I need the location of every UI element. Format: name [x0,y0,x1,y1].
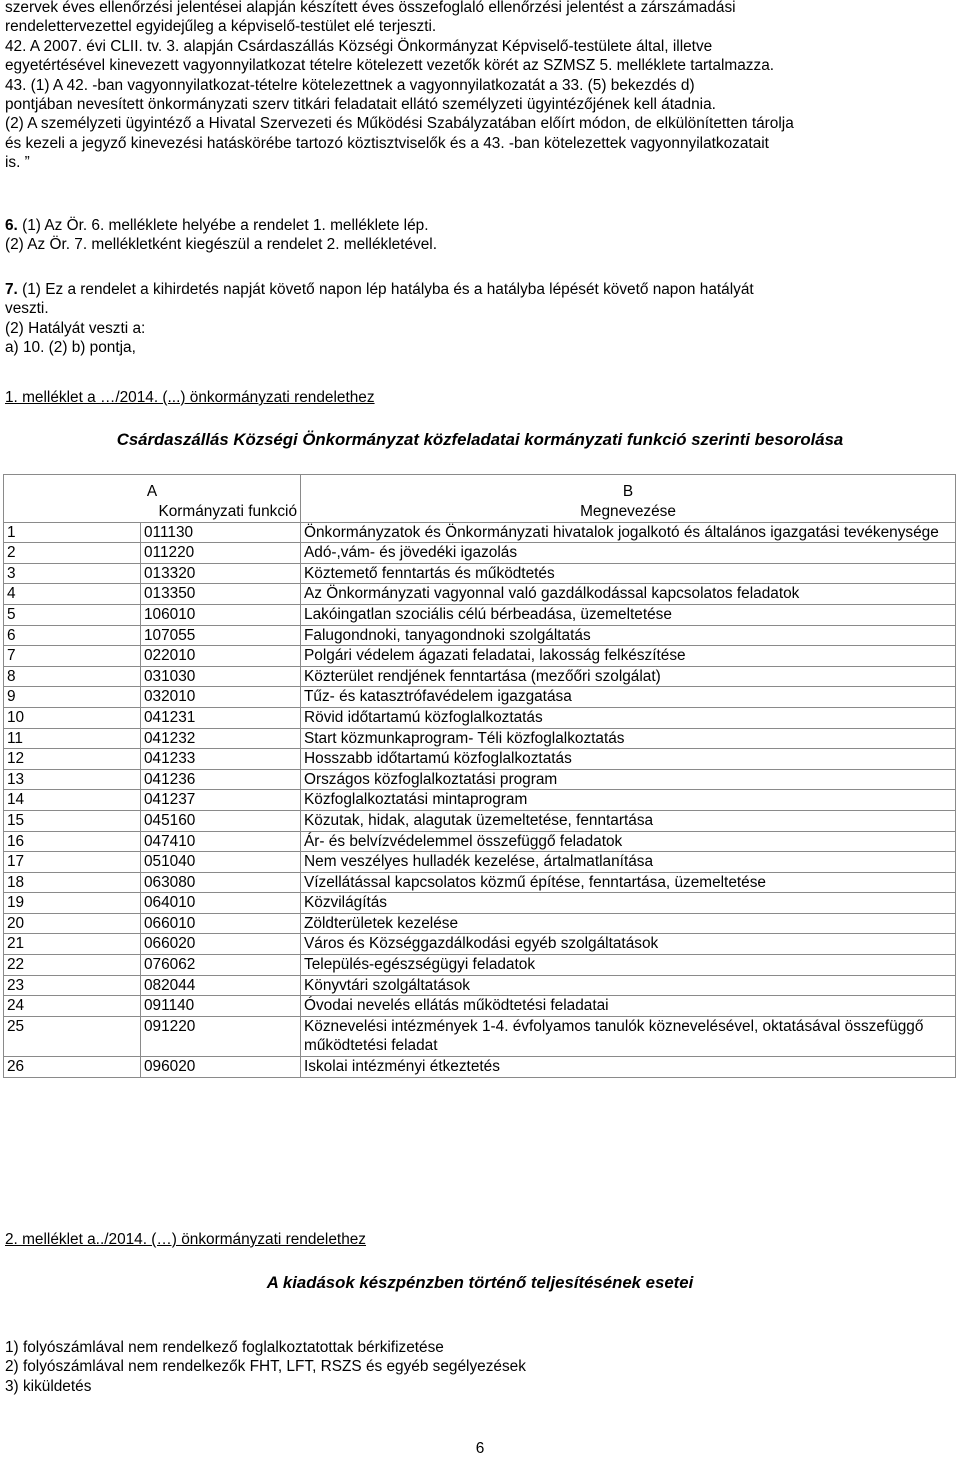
table-row [4,913,956,934]
row-number: 24 [4,996,141,1017]
table-row [4,707,956,728]
table-row [4,975,956,996]
annex-1-title: Csárdaszállás Községi Önkormányzat közfeladatai kormányzati funkció szerinti besorolása [116,430,844,449]
row-number: 12 [4,749,141,770]
row-number: 19 [4,893,141,914]
function-code: 011130 [141,522,301,543]
table-row [4,646,956,667]
column-a-label: Kormányzati funkció [4,502,301,522]
intro-line-4: egyetértésével kinevezett vagyonnyilatkozat tételre kötelezett vezetők körét az SZMSZ 5. melléklete tartalmazza. [5,57,775,75]
row-number: 15 [4,810,141,831]
annex-2-title: A kiadások készpénzben történő teljesítésének esetei [266,1273,694,1292]
row-number: 6 [4,625,141,646]
function-description: Közterület rendjének fenntartása (mezőőri szolgálat) [301,666,956,687]
row-number: 14 [4,790,141,811]
function-description: Közutak, hidak, alagutak üzemeltetése, fenntartása [301,810,956,831]
function-code: 076062 [141,955,301,976]
annex-1-heading-text: 1. melléklet a …/2014. (...) önkormányzati rendelethez [5,389,375,406]
function-description: Az Önkormányzati vagyonnal való gazdálkodással kapcsolatos feladatok [301,584,956,605]
function-code: 066020 [141,934,301,955]
function-code: 041232 [141,728,301,749]
function-code: 041233 [141,749,301,770]
function-description: Köznevelési intézmények 1-4. évfolyamos tanulók köznevelésével, oktatásával összefüggő működtetési feladat [301,1016,956,1056]
row-number: 2 [4,543,141,564]
intro-line-8: és kezeli a jegyző kinevezési hatáskörébe tartozó köztisztviselők és a 43. -ban kötelezettek vagyonnyilatkozatait [5,134,769,152]
intro-paragraph [5,0,955,173]
function-code: 031030 [141,666,301,687]
function-code: 096020 [141,1057,301,1078]
row-number: 10 [4,707,141,728]
row-number: 26 [4,1057,141,1078]
intro-line-7: (2) A személyzeti ügyintéző a Hivatal Szervezeti és Működési Szabályzatában előírt módon, de elkülönítetten tárolja [5,115,794,133]
table-row [4,543,956,564]
function-description: Polgári védelem ágazati feladatai, lakosság felkészítése [301,646,956,667]
function-code: 063080 [141,872,301,893]
section-7 [5,280,955,358]
function-code: 091220 [141,1016,301,1056]
section-6-line-1-text: (1) Az Ör. 6. melléklete helyébe a rendelet 1. melléklete lép. [17,217,429,234]
annex-2-item-3: 3) kiküldetés [5,1377,92,1395]
table-row [4,810,956,831]
section-7-number: 7. [5,281,18,298]
column-b-label: Megnevezése [301,502,956,522]
table-row [4,790,956,811]
table-header-row-2 [4,502,956,522]
function-code: 032010 [141,687,301,708]
function-description: Start közmunkaprogram- Téli közfoglalkoztatás [301,728,956,749]
function-description: Adó-,vám- és jövedéki igazolás [301,543,956,564]
section-6-line-2: (2) Az Ör. 7. mellékletként kiegészül a rendelet 2. mellékletével. [5,236,437,254]
column-a-letter: A [4,475,301,503]
table-row [4,749,956,770]
row-number: 13 [4,769,141,790]
row-number: 16 [4,831,141,852]
section-6-number: 6. [5,217,18,234]
table-row [4,769,956,790]
function-code: 045160 [141,810,301,831]
table-row [4,728,956,749]
function-code: 106010 [141,604,301,625]
function-description: Város és Községgazdálkodási egyéb szolgáltatások [301,934,956,955]
section-7-line-3: (2) Hatályát veszti a: [5,319,146,337]
function-description: Országos közfoglalkoztatási program [301,769,956,790]
function-description: Köztemető fenntartás és működtetés [301,563,956,584]
function-description: Nem veszélyes hulladék kezelése, ártalmatlanítása [301,852,956,873]
function-description: Óvodai nevelés ellátás működtetési feladatai [301,996,956,1017]
function-description: Önkormányzatok és Önkormányzati hivatalok jogalkotó és általános igazgatási tevékenysége [301,522,956,543]
column-b-letter: B [301,475,956,503]
row-number: 17 [4,852,141,873]
table-row [4,955,956,976]
table-row [4,666,956,687]
intro-line-2: rendelettervezettel egyidejűleg a képviselő-testület elé terjeszti. [5,18,437,36]
table-row [4,584,956,605]
row-number: 8 [4,666,141,687]
annex-2-item-1: 1) folyószámlával nem rendelkező foglalkoztatottak bérkifizetése [5,1339,444,1356]
intro-line-3: 42. A 2007. évi CLII. tv. 3. alapján Csárdaszállás Községi Önkormányzat Képviselő-testülete által, illetve [5,37,713,55]
function-description: Tűz- és katasztrófavédelem igazgatása [301,687,956,708]
function-description: Iskolai intézményi étkeztetés [301,1057,956,1078]
function-description: Könyvtári szolgáltatások [301,975,956,996]
intro-line-9: is. ” [5,154,30,172]
intro-line-5: 43. (1) A 42. -ban vagyonnyilatkozat-tételre kötelezettnek a vagyonnyilatkozatát a 33. (5) bekezdés d) [5,76,695,94]
functions-table [3,474,956,1078]
section-7-line-1-text: (1) Ez a rendelet a kihirdetés napját követő napon lép hatályba és a hatályba lépését követő napon hatályát [17,281,754,298]
function-code: 066010 [141,913,301,934]
function-description: Hosszabb időtartamú közfoglalkoztatás [301,749,956,770]
function-description: Vízellátással kapcsolatos közmű építése, fenntartása, üzemeltetése [301,872,956,893]
annex-2-heading [5,1230,955,1249]
table-row [4,1016,956,1056]
row-number: 9 [4,687,141,708]
function-code: 082044 [141,975,301,996]
annex-2-list [5,1338,955,1396]
function-description: Falugondnoki, tanyagondnoki szolgáltatás [301,625,956,646]
table-row [4,687,956,708]
table-row [4,625,956,646]
table-row [4,1057,956,1078]
table-row [4,893,956,914]
function-code: 091140 [141,996,301,1017]
section-6 [5,216,955,255]
function-code: 041236 [141,769,301,790]
row-number: 25 [4,1016,141,1056]
row-number: 22 [4,955,141,976]
table-row [4,996,956,1017]
function-code: 047410 [141,831,301,852]
function-code: 107055 [141,625,301,646]
row-number: 5 [4,604,141,625]
function-code: 013350 [141,584,301,605]
function-code: 041237 [141,790,301,811]
row-number: 11 [4,728,141,749]
function-description: Település-egészségügyi feladatok [301,955,956,976]
row-number: 4 [4,584,141,605]
function-description: Lakóingatlan szociális célú bérbeadása, üzemeltetése [301,604,956,625]
section-7-line-2: veszti. [5,300,49,318]
row-number: 20 [4,913,141,934]
function-code: 051040 [141,852,301,873]
section-7-line-1 [5,280,955,299]
row-number: 1 [4,522,141,543]
function-code: 064010 [141,893,301,914]
row-number: 18 [4,872,141,893]
function-code: 013320 [141,563,301,584]
row-number: 21 [4,934,141,955]
annex-1-heading [5,388,955,407]
row-number: 7 [4,646,141,667]
function-code: 022010 [141,646,301,667]
row-number: 23 [4,975,141,996]
page-number: 6 [475,1440,485,1457]
table-row [4,563,956,584]
table-row [4,872,956,893]
function-description: Közfoglalkoztatási mintaprogram [301,790,956,811]
section-7-line-4: a) 10. (2) b) pontja, [5,339,136,357]
row-number: 3 [4,563,141,584]
table-row [4,852,956,873]
table-row [4,831,956,852]
annex-2-item-2: 2) folyószámlával nem rendelkezők FHT, LFT, RSZS és egyéb segélyezések [5,1358,526,1376]
table-row [4,934,956,955]
function-description: Közvilágítás [301,893,956,914]
annex-2-heading-text: 2. melléklet a../2014. (…) önkormányzati rendelethez [5,1231,367,1248]
function-code: 041231 [141,707,301,728]
section-6-line-1 [5,216,955,235]
table-row [4,604,956,625]
intro-line-1: szervek éves ellenőrzési jelentései alapján készített éves összefoglaló ellenőrzési jelentést a zárszámadási [5,0,736,16]
function-description: Ár- és belvízvédelemmel összefüggő feladatok [301,831,956,852]
function-description: Zöldterületek kezelése [301,913,956,934]
function-code: 011220 [141,543,301,564]
function-description: Rövid időtartamú közfoglalkoztatás [301,707,956,728]
table-header-row-1 [4,475,956,503]
intro-line-6: pontjában nevesített önkormányzati szerv titkári feladatait ellátó személyzeti ügyintézőjének kell átadnia. [5,96,716,114]
table-row [4,522,956,543]
